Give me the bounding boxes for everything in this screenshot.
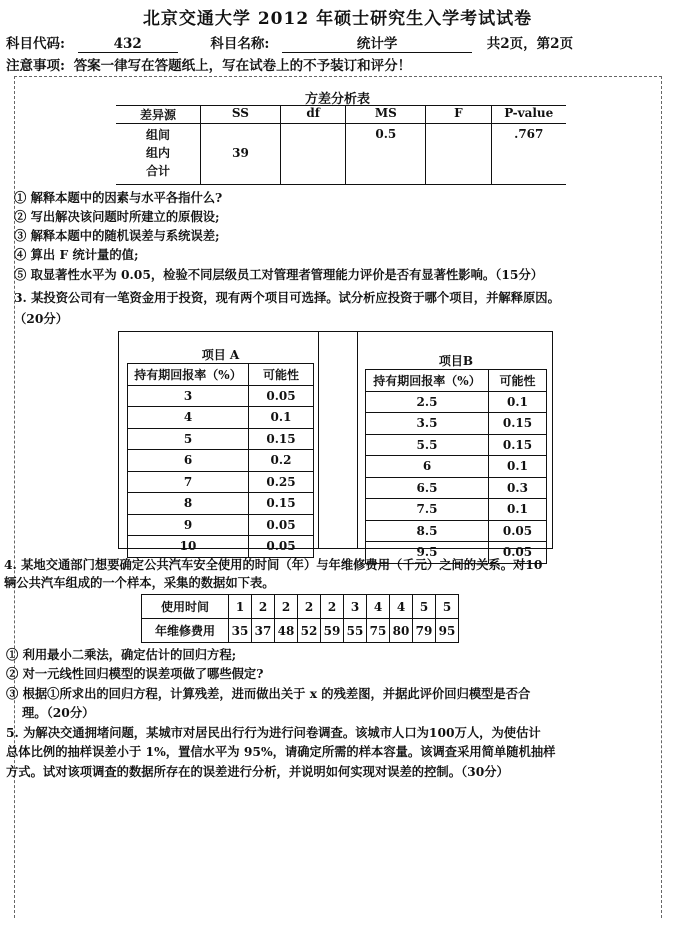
prob-cell: 0.05 [489,520,547,542]
rate-cell: 6 [366,456,489,478]
col-df: df [280,106,345,124]
table-row [128,407,314,429]
data-cell: 4 [390,595,413,619]
data-cell: 80 [390,619,413,643]
subject-code-row [6,32,573,53]
prob-cell: 0.3 [489,477,547,499]
data-cell: 1 [229,595,252,619]
ss-cell [200,124,280,185]
prob-cell: 0.1 [489,499,547,521]
project-b-title-row [366,352,547,370]
rate-cell: 10 [128,536,249,558]
row-between: 组间 [145,128,170,142]
q4-item-2: ② 对一元线性回归模型的误差项做了哪些假定? [6,666,264,681]
prob-cell: 0.2 [249,450,314,472]
table-row [128,385,314,407]
notice-label: 注意事项: [6,58,65,74]
table-row [128,536,314,558]
rate-cell: 5 [128,428,249,450]
usage-time-label: 使用时间 [142,595,229,619]
data-cell: 35 [229,619,252,643]
table-row [128,514,314,536]
rate-cell: 7.5 [366,499,489,521]
prob-cell: 0.15 [489,434,547,456]
table-row [366,456,547,478]
prob-cell: 0.05 [249,514,314,536]
prob-cell: 0.15 [249,428,314,450]
q4-text-1: 4. 某地交通部门想要确定公共汽车安全使用的时间（年）与年维修费用（千元）之间的关系。对10 [4,557,543,572]
col-pvalue: P-value [491,106,566,124]
subject-name-label: 科目名称: [210,36,270,52]
project-b-header [366,370,547,392]
q4-item-3: ③ 根据①所求出的回归方程，计算残差，进而做出关于 x 的残差图，并据此评价回归模型是否合 [6,686,531,701]
table-row [128,493,314,515]
rate-cell: 9 [128,514,249,536]
col-ms: MS [346,106,426,124]
table-row [128,471,314,493]
anova-table [116,105,566,185]
project-b-col-rate: 持有期回报率（%） [366,370,489,392]
project-b-table [365,352,547,564]
data-cell: 55 [344,619,367,643]
prob-cell: 0.15 [489,413,547,435]
data-cell: 4 [367,595,390,619]
q3-divider [318,331,358,549]
anova-sources [116,124,200,185]
prob-cell: 0.05 [489,542,547,564]
q4-item-1: ① 利用最小二乘法，确定估计的回归方程; [6,647,237,662]
anova-body [116,124,566,185]
project-a-table [127,346,314,558]
rate-cell: 3 [128,385,249,407]
data-cell: 75 [367,619,390,643]
table-row [366,499,547,521]
data-cell: 3 [344,595,367,619]
row-within: 组内 [145,146,170,160]
q5-text-1: 5. 为解决交通拥堵问题，某城市对居民出行行为进行问卷调查。该城市人口为100万人，为使估计 [6,725,541,740]
table-row [366,520,547,542]
q2-item-5: ⑤ 取显著性水平为 0.05，检验不同层级员工对管理者管理能力评价是否有显著性影响。（15分） [14,267,544,282]
pvalue-cell [491,124,566,185]
data-cell: 2 [275,595,298,619]
prob-cell: 0.1 [489,391,547,413]
rate-cell: 3.5 [366,413,489,435]
table-row [128,450,314,472]
prob-cell: 0.1 [249,407,314,429]
data-cell: 5 [436,595,459,619]
prob-cell: 0.05 [249,536,314,558]
table-row [128,428,314,450]
q2-item-2: ② 写出解决该问题时所建立的原假设; [14,209,220,224]
table-row [366,434,547,456]
data-cell: 2 [321,595,344,619]
rate-cell: 2.5 [366,391,489,413]
subject-name: 统计学 [282,32,472,53]
data-cell: 59 [321,619,344,643]
project-a-header [128,364,314,386]
ms-value: 0.5 [375,127,397,141]
prob-cell: 0.05 [249,385,314,407]
table-row [366,477,547,499]
q3-text-1: 3. 某投资公司有一笔资金用于投资，现有两个项目可选择。试分析应投资于哪个项目，并解释原因。 [14,290,560,305]
rate-cell: 8.5 [366,520,489,542]
f-cell [426,124,491,185]
notice-row [6,54,411,74]
prob-cell: 0.1 [489,456,547,478]
rate-cell: 4 [128,407,249,429]
q2-item-4: ④ 算出 F 统计量的值; [14,247,139,262]
project-a-title-row [128,346,314,364]
col-ss: SS [200,106,280,124]
ms-cell [346,124,426,185]
regression-data-table [141,594,459,643]
rate-cell: 7 [128,471,249,493]
anova-caption: 方差分析表 [305,92,371,107]
q3-text-2: （20分） [14,311,69,326]
project-b-col-prob: 可能性 [489,370,547,392]
page-count: 共2页，第2页 [486,36,574,52]
q5-text-3: 方式。试对该项调查的数据所存在的误差进行分析，并说明如何实现对误差的控制。（30分） [6,764,509,779]
q4-item-3-cont: 理。（20分） [22,705,95,720]
ss-value: 39 [232,146,249,160]
q2-item-1: ① 解释本题中的因素与水平各指什么? [14,190,223,205]
data-cell: 2 [298,595,321,619]
maintenance-cost-row [142,619,459,643]
table-row [366,413,547,435]
project-a-title: 项目 A [128,346,314,364]
exam-title: 北京交通大学 2012 年硕士研究生入学考试试卷 [142,9,533,29]
row-total: 合计 [145,164,170,178]
data-cell: 37 [252,619,275,643]
data-cell: 95 [436,619,459,643]
project-a-col-rate: 持有期回报率（%） [128,364,249,386]
rate-cell: 6.5 [366,477,489,499]
data-cell: 52 [298,619,321,643]
q2-item-3: ③ 解释本题中的随机误差与系统误差; [14,228,220,243]
data-cell: 79 [413,619,436,643]
table-row [366,391,547,413]
prob-cell: 0.25 [249,471,314,493]
subject-code: 432 [78,36,178,53]
project-b-title: 项目B [366,352,547,370]
data-cell: 5 [413,595,436,619]
rate-cell: 6 [128,450,249,472]
rate-cell: 5.5 [366,434,489,456]
anova-header-row [116,106,566,124]
usage-time-row [142,595,459,619]
q5-text-2: 总体比例的抽样误差小于 1%，置信水平为 95%，请确定所需的样本容量。该调查采用简单随机抽样 [6,744,556,759]
notice-text: 答案一律写在答题纸上，写在试卷上的不予装订和评分！ [73,58,412,74]
col-f: F [426,106,491,124]
data-cell: 2 [252,595,275,619]
project-a-col-prob: 可能性 [249,364,314,386]
rate-cell: 9.5 [366,542,489,564]
df-cell [280,124,345,185]
maintenance-cost-label: 年维修费用 [142,619,229,643]
q4-text-2: 辆公共汽车组成的一个样本，采集的数据如下表。 [4,575,275,590]
data-cell: 48 [275,619,298,643]
col-source: 差异源 [116,106,200,124]
subject-code-label: 科目代码: [6,36,65,52]
pvalue-value: .767 [514,127,544,141]
prob-cell: 0.15 [249,493,314,515]
rate-cell: 8 [128,493,249,515]
